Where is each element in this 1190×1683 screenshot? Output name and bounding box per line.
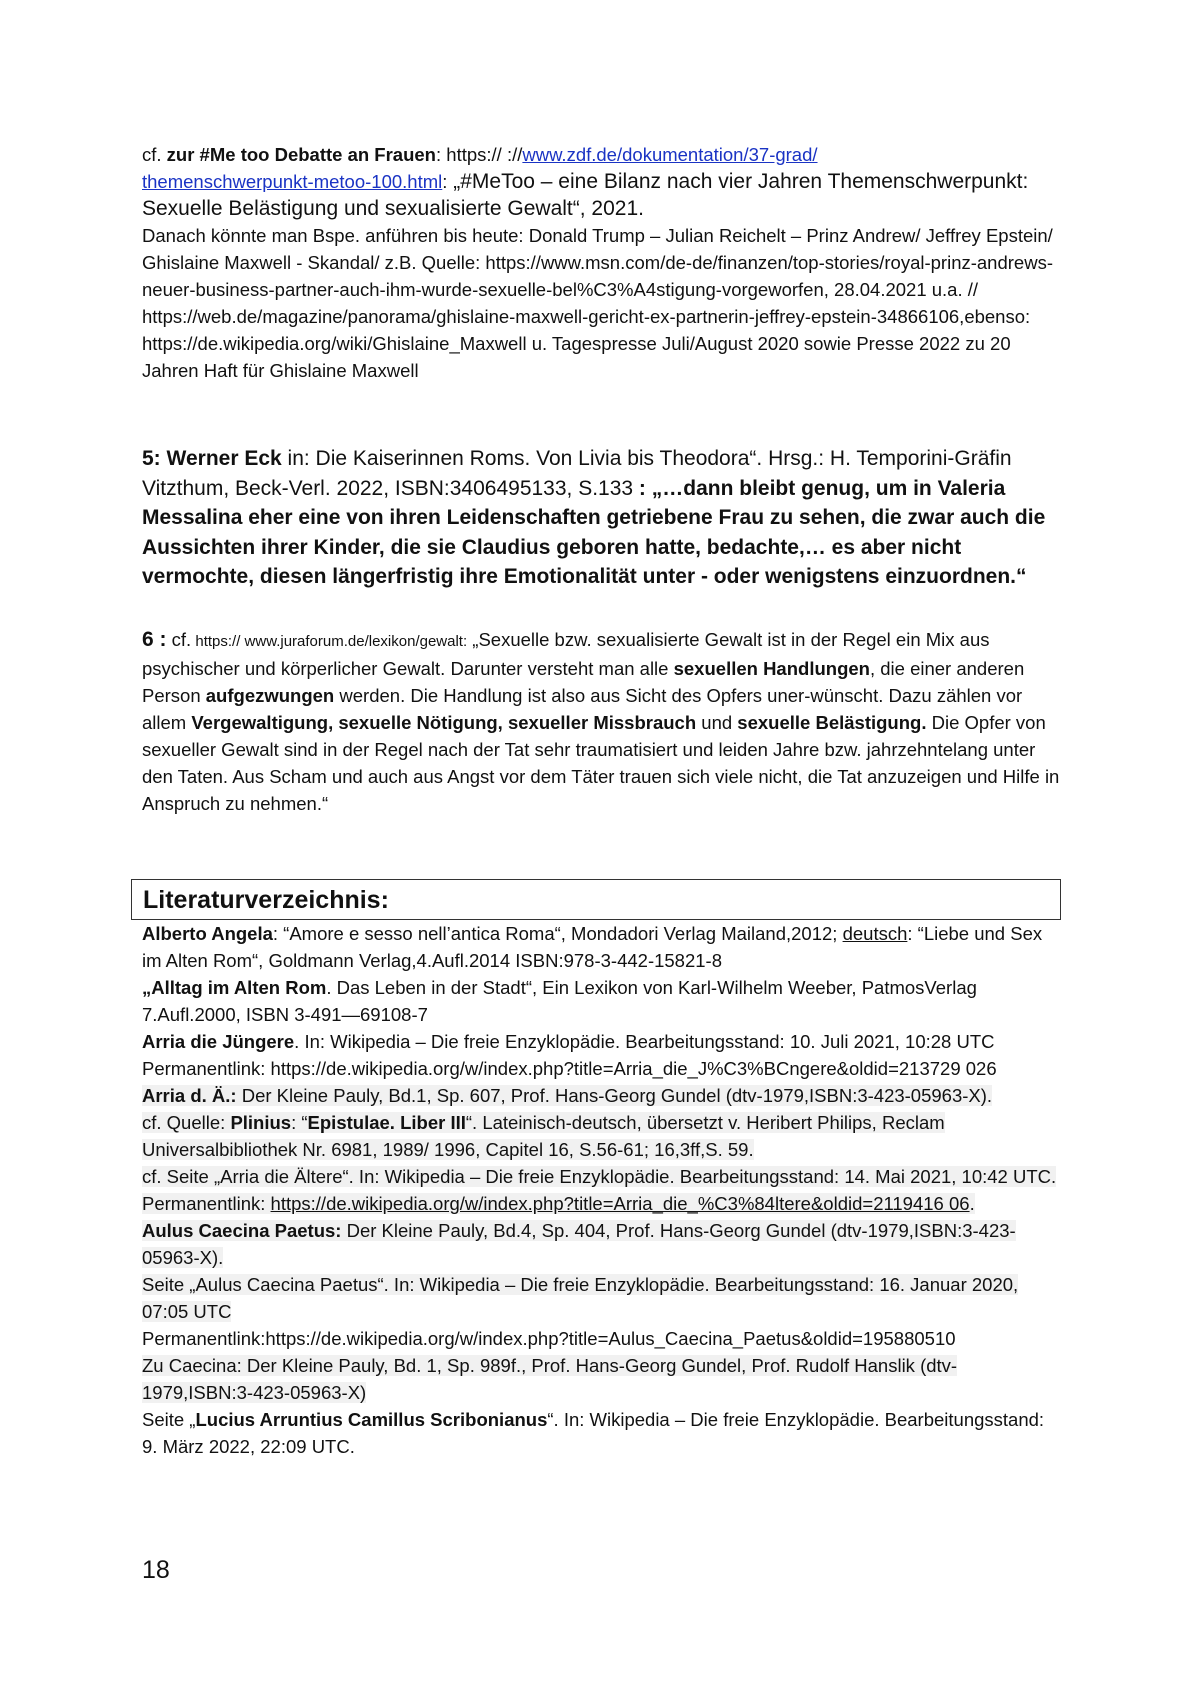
entry-text: Der Kleine Pauly, Bd.4, Sp. 404, Prof. Hans-Georg Gundel (dtv-1979,ISBN:3-423-05963-X). (142, 1220, 1016, 1268)
entry-text: : “Liebe und Sex im Alten Rom“, Goldmann Verlag,4.Aufl.2014 ISBN:978-3-442-15821-8 (142, 923, 1043, 971)
entry-text: Der Kleine Pauly, Bd.1, Sp. 607, Prof. Hans-Georg Gundel (dtv-1979,ISBN:3-423-05963-X). (236, 1085, 993, 1106)
entry-text: . (969, 1193, 975, 1214)
bibliography-entry (142, 1406, 1062, 1460)
entry-text: Permanentlink: (142, 1193, 271, 1214)
entry-title: Epistulae. Liber III (307, 1112, 466, 1133)
zdf-link-part2[interactable]: themenschwerpunkt-metoo-100.html (142, 171, 443, 192)
entry-title: Arria die Jüngere (142, 1031, 295, 1052)
entry-text: Seite „ (142, 1409, 196, 1430)
entry-text: “. Lateinisch-deutsch, übersetzt v. Heribert Philips, Reclam Universalbibliothek Nr. 6981, 1989/ 1996, Capitel 16, S.56-61; 16,3ff,S. 59. (142, 1112, 945, 1160)
zdf-link-part1[interactable]: www.zdf.de/dokumentation/37-grad/ (522, 144, 818, 165)
bold-term: Vergewaltigung, sexuelle Nötigung, sexueller Missbrauch (191, 712, 697, 733)
entry-text: cf. Quelle: (142, 1112, 231, 1133)
bibliography-entry (142, 1028, 1062, 1082)
entry-author: Alberto Angela (142, 923, 273, 944)
quote-text: Die Opfer von sexueller Gewalt sind in der Regel nach der Tat sehr traumatisiert und leiden Jahre bzw. jahrzehntelang unter den Taten. Aus Scham und auch aus Angst vor dem Täter trauen sich viele nicht, die Tat anzuzeigen und Hilfe in Anspruch zu nehmen.“ (142, 712, 1060, 814)
bibliography-entry (142, 1217, 1062, 1406)
entry-quote-mark: „ (142, 977, 152, 998)
entry-text: “. In: Wikipedia – Die freie Enzyklopädie. Bearbeitungsstand: 9. März 2022, 22:09 UTC. (142, 1409, 1045, 1457)
quote-text: „Sexuelle bzw. sexualisierte Gewalt ist in der Regel ein Mix aus psychischer und körperlicher Gewalt. Darunter versteht man alle (142, 629, 990, 679)
bold-term: sexuellen Handlungen (673, 658, 870, 679)
bibliography-list (142, 920, 1062, 1460)
entry-title: Lucius Arruntius Camillus Scribonianus (195, 1409, 548, 1430)
footnote-4 (142, 141, 1062, 384)
bibliography-title: Literaturverzeichnis: (143, 886, 389, 914)
eck-quote: : „…dann bleibt genug, um in Valeria Messalina eher eine von ihren Leidenschaften getriebene Frau zu sehen, die zwar auch die Aussichten ihrer Kinder, die sie Claudius geboren hatte, bedachte,… es aber nicht vermochte, diesen längerfristig ihre Emotionalität unter - oder wenigstens einzuordnen.“ (142, 476, 1046, 588)
entry-text: Permanentlink:https://de.wikipedia.org/w/index.php?title=Aulus_Caecina_Paetus&oldid=195880510 (142, 1328, 956, 1349)
entry-title: Alltag im Alten Rom (151, 977, 327, 998)
footnote-6 (142, 626, 1062, 817)
permanent-link[interactable]: https://de.wikipedia.org/w/index.php?title=Arria_die_%C3%84ltere&oldid=2119416 06 (270, 1193, 970, 1214)
entry-title: Arria d. Ä.: (142, 1085, 237, 1106)
bibliography-entry (142, 920, 1062, 974)
cf-label: cf. (166, 629, 192, 650)
juraforum-url: https:// www.juraforum.de/lexikon/gewalt: (191, 633, 468, 650)
entry-text: : “Amore e sesso nell’antica Roma“, Mondadori Verlag Mailand,2012; (272, 923, 843, 944)
entry-underlined: deutsch (842, 923, 908, 944)
entry-text: . In: Wikipedia – Die freie Enzyklopädie. Bearbeitungsstand: 10. Juli 2021, 10:28 UTC Permanentlink: https://de.wikipedia.org/w/index.php?title=Arria_die_J%C3%BCngere&oldid=213729 026 (142, 1031, 997, 1079)
entry-text: Zu Caecina: Der Kleine Pauly, Bd. 1, Sp. 989f., Prof. Hans-Georg Gundel, Prof. Rudolf Hanslik (dtv-1979,ISBN:3-423-05963-X) (142, 1355, 958, 1403)
entry-title: Aulus Caecina Paetus: (142, 1220, 342, 1241)
colon: : (436, 144, 442, 165)
bibliography-entry (142, 974, 1062, 1028)
bold-term: aufgezwungen (205, 685, 335, 706)
entry-text: Seite „Aulus Caecina Paetus“. In: Wikipedia – Die freie Enzyklopädie. Bearbeitungsstand: 16. Januar 2020, 07:05 UTC (142, 1274, 1019, 1322)
page-number: 18 (142, 1556, 170, 1584)
footnote-topic: zur #Me too Debatte an Frauen (166, 144, 436, 165)
metoo-quote: „#MeToo – eine Bilanz nach vier Jahren Themenschwerpunkt: Sexuelle Belästigung und sexualisierte Gewalt“, 2021. (142, 170, 1029, 220)
bibliography-heading-box (131, 879, 1061, 920)
footnote-4-rest: Danach könnte man Bspe. anführen bis heute: Donald Trump – Julian Reichelt – Prinz Andrew/ Jeffrey Epstein/ Ghislaine Maxwell - Skandal/ z.B. Quelle: https://www.msn.com/de-de/finanzen/top-stories/royal-prinz-andrews-neuer-business-partner-auch-ihm-wurde-sexuelle-bel%C3%A4stigung-vorgeworfen, 28.04.2021 u.a. // https://web.de/magazine/panorama/ghislaine-maxwell-gericht-ex-partnerin-jeffrey-epstein-34866106,ebenso: https://de.wikipedia.org/wiki/Ghislaine_Maxwell u. Tagespresse Juli/August 2020 sowie Presse 2022 zu 20 Jahren Haft für Ghislaine Maxwell (142, 225, 1053, 381)
quote-text: werden. Die Handlung ist also aus Sicht des Opfers uner-wünscht. Dazu zählen vor allem (142, 685, 1023, 733)
entry-text: . Das Leben in der Stadt“, Ein Lexikon von Karl-Wilhelm Weeber, PatmosVerlag 7.Aufl.2000, ISBN 3-491—69108-7 (142, 977, 977, 1025)
footnote-5 (142, 444, 1062, 592)
entry-text: cf. Seite „Arria die Ältere“. In: Wikipedia – Die freie Enzyklopädie. Bearbeitungsstand: 14. Mai 2021, 10:42 UTC. (142, 1166, 1057, 1187)
source-citation: in: Die Kaiserinnen Roms. Von Livia bis Theodora“. Hrsg.: H. Temporini-Gräfin Vitzthum, Beck-Verl. 2022, ISBN:3406495133, S.133 (142, 447, 1012, 500)
url-prefix: https:// :// (441, 144, 523, 165)
bibliography-entry (142, 1082, 1062, 1217)
colon: : (442, 171, 448, 192)
entry-author: Plinius (230, 1112, 292, 1133)
cf-label: cf. (142, 144, 162, 165)
footnote-number: 6 : (142, 628, 167, 651)
author-name: Werner Eck (160, 447, 282, 470)
entry-text: : “ (291, 1112, 308, 1133)
quote-text: , die einer anderen Person (142, 658, 1025, 706)
footnote-number: 5: (142, 447, 161, 470)
bold-term: sexuelle Belästigung. (737, 712, 927, 733)
quote-text: und (696, 712, 738, 733)
